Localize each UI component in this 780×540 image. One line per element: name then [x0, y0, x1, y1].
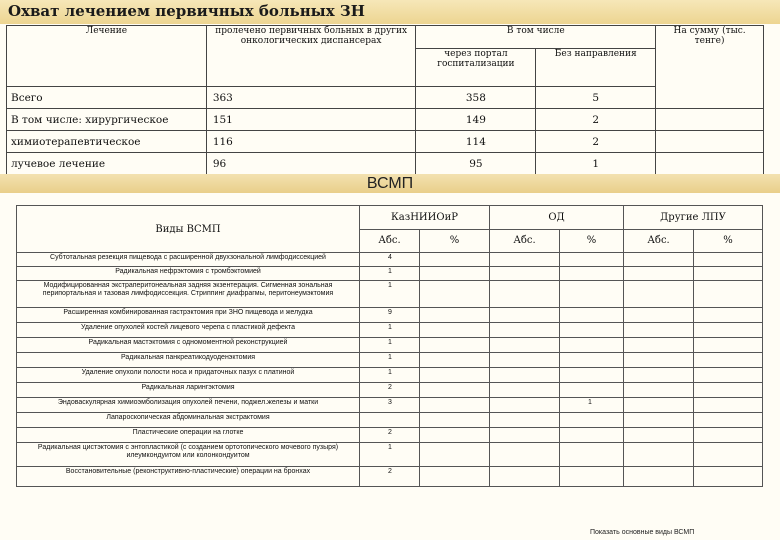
- summary-header-row: [7, 26, 764, 49]
- footnote: Показать основные виды ВСМП: [590, 529, 695, 536]
- vsmp-header-row: [17, 206, 763, 230]
- od-abs-value: [490, 467, 560, 487]
- vsmp-procedure-name: Модифицированная экстраперитонеальная задняя экзентерация. Сигменная зональная перипортальная и тазовая лимфодиссекция. Стриппинг диафрагмы, перитонеумэктомия: [17, 281, 360, 308]
- header-other-lpu: Другие ЛПУ: [624, 206, 763, 230]
- row-label: химиотерапевтическое: [7, 131, 207, 153]
- row-total: 116: [206, 131, 416, 153]
- kaznii-pct-value: [420, 308, 490, 323]
- other-abs-value: [624, 368, 694, 383]
- table-row: [17, 308, 763, 323]
- od-abs-value: [490, 428, 560, 443]
- header-abs: Абс.: [490, 229, 560, 253]
- header-pct: %: [694, 229, 763, 253]
- other-pct-value: [694, 267, 763, 281]
- header-no-referral: Без направления: [536, 49, 656, 87]
- od-abs-value: [490, 368, 560, 383]
- od-pct-value: [560, 308, 624, 323]
- kaznii-pct-value: [420, 323, 490, 338]
- od-pct-value: [560, 443, 624, 467]
- kaznii-pct-value: [420, 383, 490, 398]
- header-od: ОД: [490, 206, 624, 230]
- other-pct-value: [694, 338, 763, 353]
- od-pct-value: [560, 253, 624, 267]
- header-pct: %: [420, 229, 490, 253]
- row-portal: 358: [416, 87, 536, 109]
- other-pct-value: [694, 281, 763, 308]
- row-total: 151: [206, 109, 416, 131]
- other-pct-value: [694, 353, 763, 368]
- row-no-referral: 5: [536, 87, 656, 109]
- other-pct-value: [694, 428, 763, 443]
- other-abs-value: [624, 353, 694, 368]
- table-row: [7, 131, 764, 153]
- od-abs-value: [490, 443, 560, 467]
- kaznii-abs-value: 2: [360, 428, 420, 443]
- od-pct-value: 1: [560, 398, 624, 413]
- od-pct-value: [560, 467, 624, 487]
- other-abs-value: [624, 383, 694, 398]
- od-abs-value: [490, 253, 560, 267]
- other-abs-value: [624, 281, 694, 308]
- od-pct-value: [560, 338, 624, 353]
- row-no-referral: 2: [536, 109, 656, 131]
- od-abs-value: [490, 281, 560, 308]
- header-via-portal: через портал госпитализации: [416, 49, 536, 87]
- row-label: Всего: [7, 87, 207, 109]
- vsmp-procedure-name: Эндоваскулярная химиоэмболизация опухолей печени, поджел.железы и матки: [17, 398, 360, 413]
- row-no-referral: 1: [536, 153, 656, 175]
- table-row: [7, 153, 764, 175]
- kaznii-pct-value: [420, 443, 490, 467]
- od-pct-value: [560, 323, 624, 338]
- kaznii-pct-value: [420, 428, 490, 443]
- other-abs-value: [624, 253, 694, 267]
- table-row: [17, 253, 763, 267]
- header-abs: Абс.: [624, 229, 694, 253]
- other-abs-value: [624, 398, 694, 413]
- other-pct-value: [694, 323, 763, 338]
- kaznii-abs-value: 1: [360, 267, 420, 281]
- row-portal: 114: [416, 131, 536, 153]
- kaznii-pct-value: [420, 281, 490, 308]
- kaznii-abs-value: [360, 413, 420, 428]
- table-row: [17, 398, 763, 413]
- od-abs-value: [490, 353, 560, 368]
- other-abs-value: [624, 267, 694, 281]
- vsmp-procedure-name: Радикальная панкреатикодуоденэктомия: [17, 353, 360, 368]
- other-pct-value: [694, 443, 763, 467]
- vsmp-procedure-name: Восстановительные (реконструктивно-пластические) операции на бронхах: [17, 467, 360, 487]
- other-pct-value: [694, 467, 763, 487]
- od-abs-value: [490, 413, 560, 428]
- od-pct-value: [560, 368, 624, 383]
- vsmp-procedure-name: Радикальная цистэктомия с энтопластикой (с созданием ортотопического мочевого пузыря) илеумкондуитом или колонкондуитом: [17, 443, 360, 467]
- kaznii-pct-value: [420, 467, 490, 487]
- other-abs-value: [624, 413, 694, 428]
- table-row: [17, 323, 763, 338]
- header-abs: Абс.: [360, 229, 420, 253]
- kaznii-abs-value: 1: [360, 323, 420, 338]
- other-pct-value: [694, 383, 763, 398]
- vsmp-procedure-name: Радикальная нефрэктомия с тромбэктомией: [17, 267, 360, 281]
- kaznii-abs-value: 9: [360, 308, 420, 323]
- row-total: 363: [206, 87, 416, 109]
- table-row: [17, 338, 763, 353]
- vsmp-section-title: ВСМП: [366, 175, 414, 192]
- other-abs-value: [624, 323, 694, 338]
- vsmp-procedure-name: Субтотальная резекция пищевода с расширенной двухзональной лимфодиссекцией: [17, 253, 360, 267]
- table-row: [17, 467, 763, 487]
- header-vsmp-types: Виды ВСМП: [17, 206, 360, 253]
- od-pct-value: [560, 281, 624, 308]
- other-pct-value: [694, 308, 763, 323]
- kaznii-abs-value: 1: [360, 443, 420, 467]
- kaznii-abs-value: 1: [360, 338, 420, 353]
- row-label: В том числе: хирургическое: [7, 109, 207, 131]
- vsmp-procedure-name: Радикальная мастэктомия с одномоментной реконструкцией: [17, 338, 360, 353]
- row-total: 96: [206, 153, 416, 175]
- page-title: Охват лечением первичных больных ЗН: [8, 2, 365, 20]
- table-row: [17, 428, 763, 443]
- vsmp-procedure-name: Радикальная ларингэктомия: [17, 383, 360, 398]
- table-row: [17, 267, 763, 281]
- row-no-referral: 2: [536, 131, 656, 153]
- header-pct: %: [560, 229, 624, 253]
- vsmp-procedure-name: Лапароскопическая абдоминальная экстрактомия: [17, 413, 360, 428]
- kaznii-abs-value: 4: [360, 253, 420, 267]
- kaznii-pct-value: [420, 398, 490, 413]
- table-row: [17, 368, 763, 383]
- od-abs-value: [490, 308, 560, 323]
- table-row: [7, 109, 764, 131]
- od-pct-value: [560, 353, 624, 368]
- od-abs-value: [490, 383, 560, 398]
- header-amount: На сумму (тыс. тенге): [656, 26, 764, 109]
- other-abs-value: [624, 338, 694, 353]
- kaznii-abs-value: 1: [360, 368, 420, 383]
- treatment-summary-table: [6, 25, 764, 175]
- kaznii-pct-value: [420, 338, 490, 353]
- table-row: [17, 383, 763, 398]
- vsmp-procedure-name: Удаление опухолей костей лицевого черепа с пластикой дефекта: [17, 323, 360, 338]
- other-abs-value: [624, 308, 694, 323]
- row-label: лучевое лечение: [7, 153, 207, 175]
- kaznii-abs-value: 2: [360, 467, 420, 487]
- other-pct-value: [694, 398, 763, 413]
- other-abs-value: [624, 428, 694, 443]
- kaznii-pct-value: [420, 368, 490, 383]
- header-other-dispensaries: пролечено первичных больных в других онкологических диспансерах: [206, 26, 416, 87]
- vsmp-procedure-name: Удаление опухоли полости носа и придаточных пазух с платиной: [17, 368, 360, 383]
- od-abs-value: [490, 398, 560, 413]
- vsmp-procedure-name: Пластические операции на глотке: [17, 428, 360, 443]
- table-row: [17, 413, 763, 428]
- row-portal: 95: [416, 153, 536, 175]
- kaznii-pct-value: [420, 253, 490, 267]
- header-of-which: В том числе: [416, 26, 656, 49]
- other-abs-value: [624, 467, 694, 487]
- kaznii-abs-value: 1: [360, 281, 420, 308]
- kaznii-pct-value: [420, 353, 490, 368]
- kaznii-abs-value: 3: [360, 398, 420, 413]
- kaznii-abs-value: 1: [360, 353, 420, 368]
- vsmp-procedure-name: Расширенная комбинированная гастрэктомия при ЗНО пищевода и желудка: [17, 308, 360, 323]
- od-pct-value: [560, 383, 624, 398]
- table-row: [17, 353, 763, 368]
- other-pct-value: [694, 253, 763, 267]
- table-row: [17, 443, 763, 467]
- kaznii-pct-value: [420, 413, 490, 428]
- od-abs-value: [490, 323, 560, 338]
- other-pct-value: [694, 413, 763, 428]
- od-pct-value: [560, 413, 624, 428]
- od-pct-value: [560, 267, 624, 281]
- kaznii-pct-value: [420, 267, 490, 281]
- header-kaznii: КазНИИОиР: [360, 206, 490, 230]
- row-portal: 149: [416, 109, 536, 131]
- od-abs-value: [490, 267, 560, 281]
- other-abs-value: [624, 443, 694, 467]
- table-row: [17, 281, 763, 308]
- od-abs-value: [490, 338, 560, 353]
- table-row: [7, 87, 764, 109]
- vsmp-table: [16, 205, 763, 487]
- header-treatment: Лечение: [7, 26, 207, 87]
- kaznii-abs-value: 2: [360, 383, 420, 398]
- other-pct-value: [694, 368, 763, 383]
- od-pct-value: [560, 428, 624, 443]
